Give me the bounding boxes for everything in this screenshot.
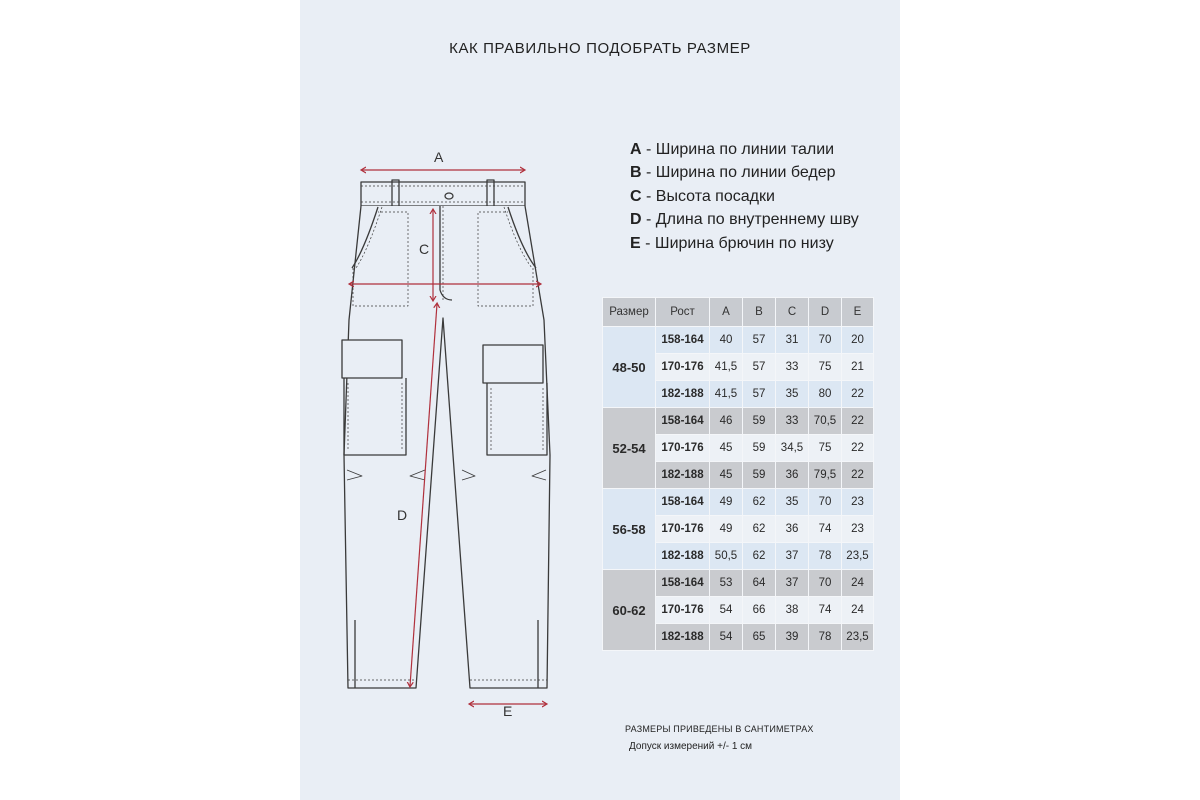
measure-cell: 57	[743, 381, 776, 408]
measure-cell: 23,5	[842, 624, 874, 651]
height-cell: 158-164	[656, 408, 710, 435]
measure-cell: 75	[809, 435, 842, 462]
measure-cell: 45	[710, 435, 743, 462]
measure-cell: 24	[842, 570, 874, 597]
height-cell: 182-188	[656, 624, 710, 651]
size-cell: 52-54	[603, 408, 656, 489]
measure-cell: 75	[809, 354, 842, 381]
height-cell: 182-188	[656, 543, 710, 570]
measure-cell: 33	[776, 354, 809, 381]
legend-item: D - Длина по внутреннему шву	[630, 211, 859, 229]
tolerance-note: Допуск измерений +/- 1 см	[629, 741, 753, 752]
table-row	[603, 489, 874, 516]
pants-diagram	[330, 140, 590, 730]
table-row	[603, 408, 874, 435]
table-header-row	[603, 298, 874, 327]
header-height: Рост	[656, 298, 710, 327]
measurement-legend	[630, 138, 859, 255]
legend-item: E - Ширина брючин по низу	[630, 234, 834, 252]
legend-item: A - Ширина по линии талии	[630, 141, 835, 158]
table-row	[603, 570, 874, 597]
measure-cell: 40	[710, 327, 743, 354]
measure-cell: 24	[842, 597, 874, 624]
measure-cell: 22	[842, 408, 874, 435]
measure-cell: 45	[710, 462, 743, 489]
measure-cell: 70,5	[809, 408, 842, 435]
measure-cell: 50,5	[710, 543, 743, 570]
measure-cell: 23,5	[842, 543, 874, 570]
measure-cell: 57	[743, 354, 776, 381]
measure-cell: 66	[743, 597, 776, 624]
measure-cell: 59	[743, 408, 776, 435]
measure-cell: 23	[842, 489, 874, 516]
measure-cell: 20	[842, 327, 874, 354]
measure-cell: 65	[743, 624, 776, 651]
measure-cell: 37	[776, 543, 809, 570]
height-cell: 170-176	[656, 597, 710, 624]
measure-cell: 41,5	[710, 381, 743, 408]
size-cell: 48-50	[603, 327, 656, 408]
measure-cell: 59	[743, 435, 776, 462]
label-d: D	[397, 507, 408, 523]
size-group	[603, 489, 874, 570]
measure-cell: 22	[842, 435, 874, 462]
measure-cell: 59	[743, 462, 776, 489]
size-table	[602, 297, 874, 651]
header-d: D	[809, 298, 842, 327]
measure-cell: 79,5	[809, 462, 842, 489]
measure-cell: 57	[743, 327, 776, 354]
measure-cell: 54	[710, 597, 743, 624]
measure-cell: 33	[776, 408, 809, 435]
height-cell: 170-176	[656, 435, 710, 462]
header-b: B	[743, 298, 776, 327]
measure-cell: 38	[776, 597, 809, 624]
header-e: E	[842, 298, 874, 327]
measure-cell: 36	[776, 462, 809, 489]
header-a: A	[710, 298, 743, 327]
measure-cell: 53	[710, 570, 743, 597]
measure-cell: 41,5	[710, 354, 743, 381]
height-cell: 158-164	[656, 489, 710, 516]
height-cell: 170-176	[656, 354, 710, 381]
measure-cell: 62	[743, 543, 776, 570]
measure-cell: 36	[776, 516, 809, 543]
measure-cell: 49	[710, 516, 743, 543]
measure-cell: 78	[809, 543, 842, 570]
header-c: C	[776, 298, 809, 327]
measure-cell: 35	[776, 489, 809, 516]
measure-cell: 21	[842, 354, 874, 381]
measure-cell: 80	[809, 381, 842, 408]
measure-cell: 74	[809, 516, 842, 543]
measure-cell: 22	[842, 381, 874, 408]
height-cell: 182-188	[656, 381, 710, 408]
size-cell: 56-58	[603, 489, 656, 570]
measure-cell: 34,5	[776, 435, 809, 462]
height-cell: 170-176	[656, 516, 710, 543]
measure-cell: 31	[776, 327, 809, 354]
size-guide-sheet	[300, 0, 900, 800]
measure-cell: 39	[776, 624, 809, 651]
size-group	[603, 570, 874, 651]
measure-cell: 64	[743, 570, 776, 597]
label-c: C	[419, 241, 430, 257]
measure-cell: 70	[809, 327, 842, 354]
size-cell: 60-62	[603, 570, 656, 651]
label-a: A	[434, 149, 444, 165]
size-group	[603, 327, 874, 408]
measure-cell: 74	[809, 597, 842, 624]
table-row	[603, 327, 874, 354]
measure-cell: 78	[809, 624, 842, 651]
size-group	[603, 408, 874, 489]
measure-cell: 70	[809, 489, 842, 516]
measure-cell: 22	[842, 462, 874, 489]
measure-cell: 46	[710, 408, 743, 435]
measure-cell: 70	[809, 570, 842, 597]
page-title: КАК ПРАВИЛЬНО ПОДОБРАТЬ РАЗМЕР	[449, 40, 751, 57]
label-e: E	[503, 703, 513, 719]
measure-cell: 23	[842, 516, 874, 543]
measure-cell: 49	[710, 489, 743, 516]
legend-item: B - Ширина по линии бедер	[630, 164, 836, 182]
header-size: Размер	[603, 298, 656, 327]
height-cell: 158-164	[656, 570, 710, 597]
units-note: РАЗМЕРЫ ПРИВЕДЕНЫ В САНТИМЕТРАХ	[625, 724, 814, 734]
measure-cell: 35	[776, 381, 809, 408]
measure-cell: 62	[743, 489, 776, 516]
measure-cell: 62	[743, 516, 776, 543]
pants-outline	[342, 180, 550, 688]
height-cell: 182-188	[656, 462, 710, 489]
legend-item: C - Высота посадки	[630, 187, 775, 205]
measure-cell: 54	[710, 624, 743, 651]
measure-cell: 37	[776, 570, 809, 597]
height-cell: 158-164	[656, 327, 710, 354]
